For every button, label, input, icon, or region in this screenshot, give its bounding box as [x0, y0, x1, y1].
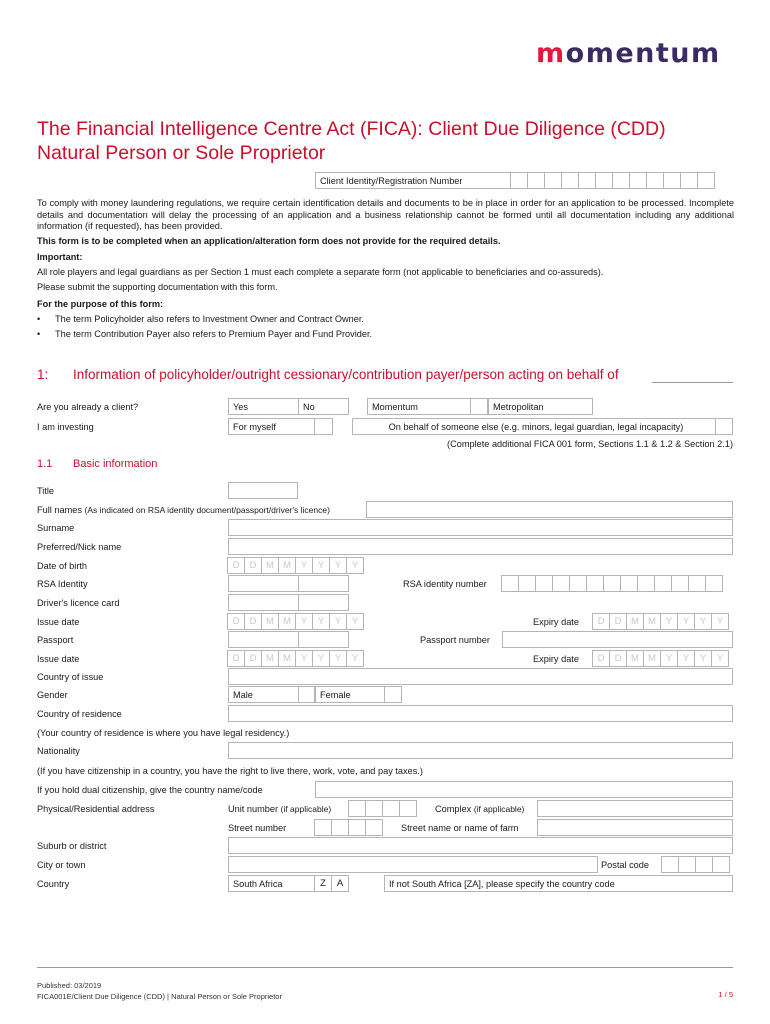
client-momentum[interactable]: Momentum — [367, 398, 471, 415]
date-cell: M — [261, 557, 279, 574]
footer-divider — [37, 967, 733, 968]
date-cell: Y — [329, 557, 347, 574]
title-label: Title — [37, 486, 55, 496]
bullet-2-marker: • — [37, 329, 41, 339]
surname-field[interactable] — [228, 519, 733, 536]
date-cell: M — [626, 650, 644, 667]
date-cell: Y — [312, 613, 330, 630]
country-label: Country — [37, 879, 70, 889]
gender-male-check[interactable] — [299, 686, 315, 703]
intro-completion-note: This form is to be completed when an application/alteration form does not provide for the required details. — [37, 236, 501, 246]
nick-name-field[interactable] — [228, 538, 733, 555]
complex-field[interactable] — [537, 800, 733, 817]
date-cell: M — [278, 613, 296, 630]
complex-text: Complex — [435, 804, 472, 814]
country-residence-field[interactable] — [228, 705, 733, 722]
passport-expiry-cells[interactable] — [593, 650, 729, 667]
date-cell: Y — [346, 650, 364, 667]
country-code-cells[interactable] — [315, 875, 349, 892]
passport-number-label: Passport number — [420, 635, 490, 645]
investing-behalf-check[interactable] — [715, 418, 733, 435]
country-south-africa[interactable]: South Africa — [228, 875, 315, 892]
full-names-note: (As indicated on RSA identity document/passport/driver's licence) — [84, 505, 330, 515]
unit-number-note: (if applicable) — [280, 804, 332, 814]
date-cell: M — [278, 557, 296, 574]
dob-cells[interactable] — [228, 557, 364, 574]
section-1-number: 1: — [37, 367, 49, 382]
licence-expiry-label: Expiry date — [533, 617, 579, 627]
investing-on-behalf[interactable]: On behalf of someone else (e.g. minors, legal guardian, legal incapacity) — [352, 418, 716, 435]
date-cell: D — [244, 557, 262, 574]
client-metropolitan[interactable]: Metropolitan — [488, 398, 593, 415]
nick-name-label: Preferred/Nick name — [37, 542, 122, 552]
date-cell: D — [609, 613, 627, 630]
issue-date-label: Issue date — [37, 617, 80, 627]
passport-issue-date-cells[interactable] — [228, 650, 364, 667]
bullet-1-marker: • — [37, 314, 41, 324]
date-cell: Y — [295, 650, 313, 667]
drivers-licence-no[interactable] — [299, 594, 349, 611]
rsa-identity-yes[interactable] — [228, 575, 299, 592]
passport-label: Passport — [37, 635, 74, 645]
country-code-a: A — [331, 875, 349, 892]
investing-myself-check[interactable] — [315, 418, 333, 435]
date-cell: D — [592, 650, 610, 667]
address-label: Physical/Residential address — [37, 804, 155, 814]
date-cell: M — [626, 613, 644, 630]
date-cell: M — [261, 650, 279, 667]
footer-form-name: FICA001E/Client Due Diligence (CDD) | Natural Person or Sole Proprietor — [37, 992, 282, 1001]
bullet-1: The term Policyholder also refers to Investment Owner and Contract Owner. — [55, 314, 364, 324]
unit-number-label — [228, 804, 331, 816]
date-cell: D — [609, 650, 627, 667]
rsa-id-number-cells[interactable] — [502, 575, 723, 592]
already-client-label: Are you already a client? — [37, 402, 139, 412]
important-1: All role players and legal guardians as per Section 1 must each complete a separate form (not applicable to beneficiaries and co-assureds). — [37, 267, 604, 277]
bullet-2: The term Contribution Payer also refers to Premium Payer and Fund Provider. — [55, 329, 373, 339]
drivers-licence-yes[interactable] — [228, 594, 299, 611]
gender-female-check[interactable] — [385, 686, 402, 703]
date-cell: Y — [694, 613, 712, 630]
date-cell: Y — [677, 613, 695, 630]
nationality-field[interactable] — [228, 742, 733, 759]
street-name-field[interactable] — [537, 819, 733, 836]
licence-issue-date-cells[interactable] — [228, 613, 364, 630]
country-residence-label: Country of residence — [37, 709, 122, 719]
unit-number-cells[interactable] — [349, 800, 417, 817]
suburb-field[interactable] — [228, 837, 733, 854]
date-cell: M — [643, 650, 661, 667]
surname-label: Surname — [37, 523, 75, 533]
date-cell: Y — [312, 650, 330, 667]
date-cell: Y — [295, 613, 313, 630]
country-code-z: Z — [314, 875, 332, 892]
gender-female[interactable]: Female — [315, 686, 385, 703]
country-not-sa[interactable]: If not South Africa [ZA], please specify the country code — [384, 875, 733, 892]
important-2: Please submit the supporting documentation with this form. — [37, 282, 278, 292]
complex-note: (if applicable) — [473, 804, 525, 814]
gender-male[interactable]: Male — [228, 686, 299, 703]
date-cell: D — [227, 650, 245, 667]
street-name-label: Street name or name of farm — [401, 823, 519, 833]
client-id-cells[interactable] — [511, 172, 715, 189]
full-names-text: Full names — [37, 505, 82, 515]
gender-label: Gender — [37, 690, 68, 700]
residence-note: (Your country of residence is where you have legal residency.) — [37, 728, 290, 738]
date-cell: D — [244, 650, 262, 667]
date-cell: M — [643, 613, 661, 630]
date-cell: Y — [329, 613, 347, 630]
date-cell: Y — [660, 650, 678, 667]
section-1-1-title: Basic information — [73, 458, 158, 470]
postal-code-cells[interactable] — [662, 856, 730, 873]
date-cell: Y — [346, 613, 364, 630]
date-cell: Y — [312, 557, 330, 574]
nationality-label: Nationality — [37, 746, 80, 756]
date-cell: M — [261, 613, 279, 630]
date-cell: Y — [660, 613, 678, 630]
licence-expiry-cells[interactable] — [593, 613, 729, 630]
dob-label: Date of birth — [37, 561, 88, 571]
title-line-2: Natural Person or Sole Proprietor — [37, 142, 326, 164]
rsa-id-number-label: RSA identity number — [403, 579, 487, 589]
date-cell: Y — [346, 557, 364, 574]
passport-no[interactable] — [299, 631, 349, 648]
client-id-label: Client Identity/Registration Number — [315, 172, 511, 189]
passport-issue-date-label: Issue date — [37, 654, 80, 664]
already-client-no[interactable]: No — [299, 398, 349, 415]
section-1-1-number: 1.1 — [37, 458, 53, 470]
citizenship-note: (If you have citizenship in a country, you have the right to live there, work, vote, and pay taxes.) — [37, 766, 423, 776]
intro-paragraph: To comply with money laundering regulations, we require certain identification details and documents to be in place in order for an application to be processed. Incomplete details and documentation will delay the processing of an application and a business relationship cannot be formed until all documentation including any additional information (if requested), has been provided. — [37, 198, 734, 231]
date-cell: Y — [711, 613, 729, 630]
rsa-identity-label: RSA Identity — [37, 579, 88, 589]
suburb-label: Suburb or district — [37, 841, 107, 851]
date-cell: D — [244, 613, 262, 630]
complete-note: (Complete additional FICA 001 form, Sections 1.1 & 1.2 & Section 2.1) — [447, 439, 733, 449]
client-momentum-check[interactable] — [471, 398, 488, 415]
passport-number-field[interactable] — [502, 631, 733, 648]
passport-yes[interactable] — [228, 631, 299, 648]
date-cell: Y — [694, 650, 712, 667]
date-cell: D — [227, 613, 245, 630]
title-field[interactable] — [228, 482, 298, 499]
street-number-label: Street number — [228, 823, 287, 833]
postal-code-label: Postal code — [601, 860, 650, 870]
country-issue-label: Country of issue — [37, 672, 104, 682]
already-client-yes[interactable]: Yes — [228, 398, 299, 415]
city-label: City or town — [37, 860, 86, 870]
unit-number-text: Unit number — [228, 804, 279, 814]
footer-page-number: 1 / 5 — [718, 990, 733, 999]
country-issue-field[interactable] — [228, 668, 733, 685]
important-heading: Important: — [37, 252, 83, 262]
momentum-logo: momentum — [536, 38, 721, 69]
date-cell: D — [592, 613, 610, 630]
purpose-heading: For the purpose of this form: — [37, 299, 164, 309]
date-cell: Y — [711, 650, 729, 667]
passport-expiry-label: Expiry date — [533, 654, 579, 664]
page-title — [37, 117, 747, 165]
dual-citizenship-label: If you hold dual citizenship, give the country name/code — [37, 785, 263, 795]
full-names-field[interactable] — [366, 501, 733, 518]
investing-label: I am investing — [37, 422, 94, 432]
street-number-cells[interactable] — [315, 819, 383, 836]
investing-for-myself[interactable]: For myself — [228, 418, 315, 435]
date-cell: Y — [329, 650, 347, 667]
city-field[interactable] — [228, 856, 598, 873]
title-line-1: The Financial Intelligence Centre Act (FICA): Client Due Diligence (CDD) — [37, 118, 666, 140]
section-1-title: Information of policyholder/outright cessionary/contribution payer/person acting on behalf of — [73, 367, 619, 382]
date-cell: M — [278, 650, 296, 667]
date-cell: Y — [677, 650, 695, 667]
full-names-label — [37, 505, 330, 517]
complex-label — [435, 804, 524, 816]
date-cell: Y — [295, 557, 313, 574]
rsa-identity-no[interactable] — [299, 575, 349, 592]
section-1-blank-line[interactable] — [652, 382, 733, 383]
footer-published: Published: 03/2019 — [37, 981, 102, 990]
drivers-licence-label: Driver's licence card — [37, 598, 120, 608]
date-cell: D — [227, 557, 245, 574]
dual-citizenship-field[interactable] — [315, 781, 733, 798]
